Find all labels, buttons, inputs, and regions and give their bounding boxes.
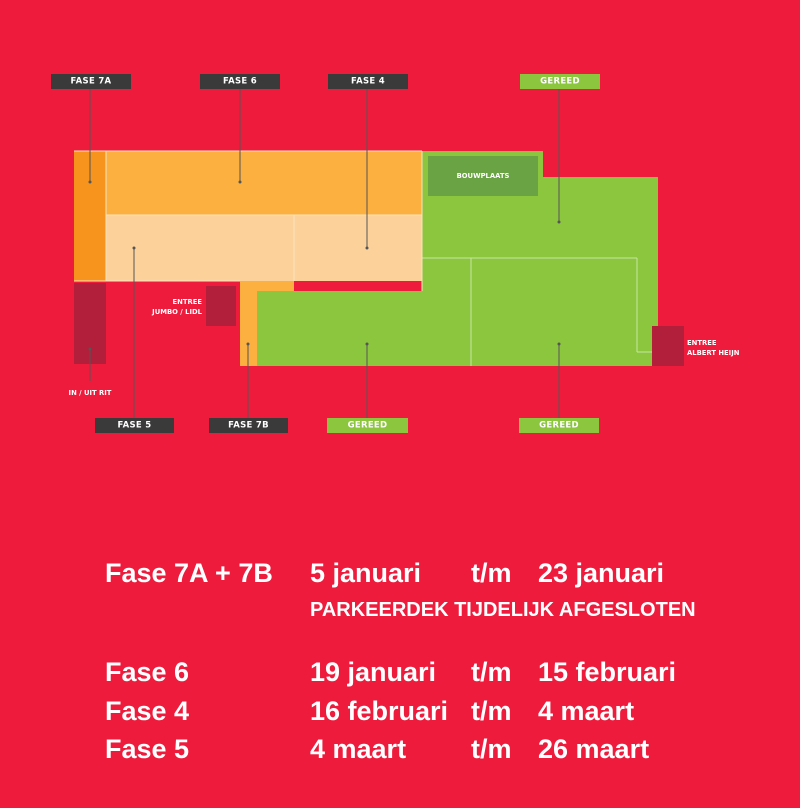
schedule-separator: t/m [471, 558, 512, 588]
svg-text:FASE 6: FASE 6 [222, 76, 258, 87]
svg-text:GEREED: GEREED [539, 420, 579, 431]
zone-fase-4 [294, 215, 422, 281]
svg-text:FASE 7A: FASE 7A [70, 76, 112, 87]
schedule-phase: Fase 7A + 7B [105, 558, 273, 588]
label-gereed-bottom-left [327, 418, 408, 433]
label-fase-7a [51, 74, 131, 89]
schedule-phase: Fase 4 [105, 696, 190, 726]
schedule-start: 5 januari [310, 558, 422, 588]
entree-ah-label-2: ALBERT HEIJN [687, 349, 740, 357]
svg-text:FASE 7B: FASE 7B [228, 420, 269, 431]
entree-ah-label-1: ENTREE [687, 339, 717, 347]
in-uit-rit-label: IN / UIT RIT [68, 389, 112, 397]
entree-jumbo-label-1: ENTREE [172, 298, 202, 306]
schedule-phase: Fase 5 [105, 734, 190, 764]
schedule-end: 4 maart [538, 696, 635, 726]
label-gereed-top [520, 74, 600, 89]
schedule-phase: Fase 6 [105, 657, 190, 687]
schedule-end: 15 februari [538, 657, 677, 687]
schedule-separator: t/m [471, 657, 512, 687]
label-fase-5 [95, 418, 174, 433]
label-fase-4 [328, 74, 408, 89]
schedule-separator: t/m [471, 734, 512, 764]
label-fase-6 [200, 74, 280, 89]
schedule-end: 26 maart [538, 734, 650, 764]
entree-albert-heijn-area [652, 326, 684, 366]
schedule-notice: PARKEERDEK TIJDELIJK AFGESLOTEN [310, 599, 696, 621]
svg-text:GEREED: GEREED [347, 420, 388, 431]
entree-jumbo-label-2: JUMBO / LIDL [152, 308, 202, 316]
schedule-start: 19 januari [310, 657, 437, 687]
schedule-end: 23 januari [538, 558, 665, 588]
label-fase-7b [209, 418, 288, 433]
label-gereed-bottom-right [519, 418, 599, 433]
bouwplaats-label: BOUWPLAATS [456, 172, 510, 180]
zone-gereed-bottom-left [257, 291, 422, 366]
svg-text:FASE 4: FASE 4 [350, 76, 386, 87]
svg-text:GEREED: GEREED [540, 76, 580, 87]
entree-jumbo-area [206, 286, 236, 326]
schedule-start: 16 februari [310, 696, 449, 726]
schedule-start: 4 maart [310, 734, 407, 764]
zone-fase-6 [106, 151, 422, 215]
schedule-separator: t/m [471, 696, 512, 726]
svg-text:FASE 5: FASE 5 [117, 420, 152, 431]
